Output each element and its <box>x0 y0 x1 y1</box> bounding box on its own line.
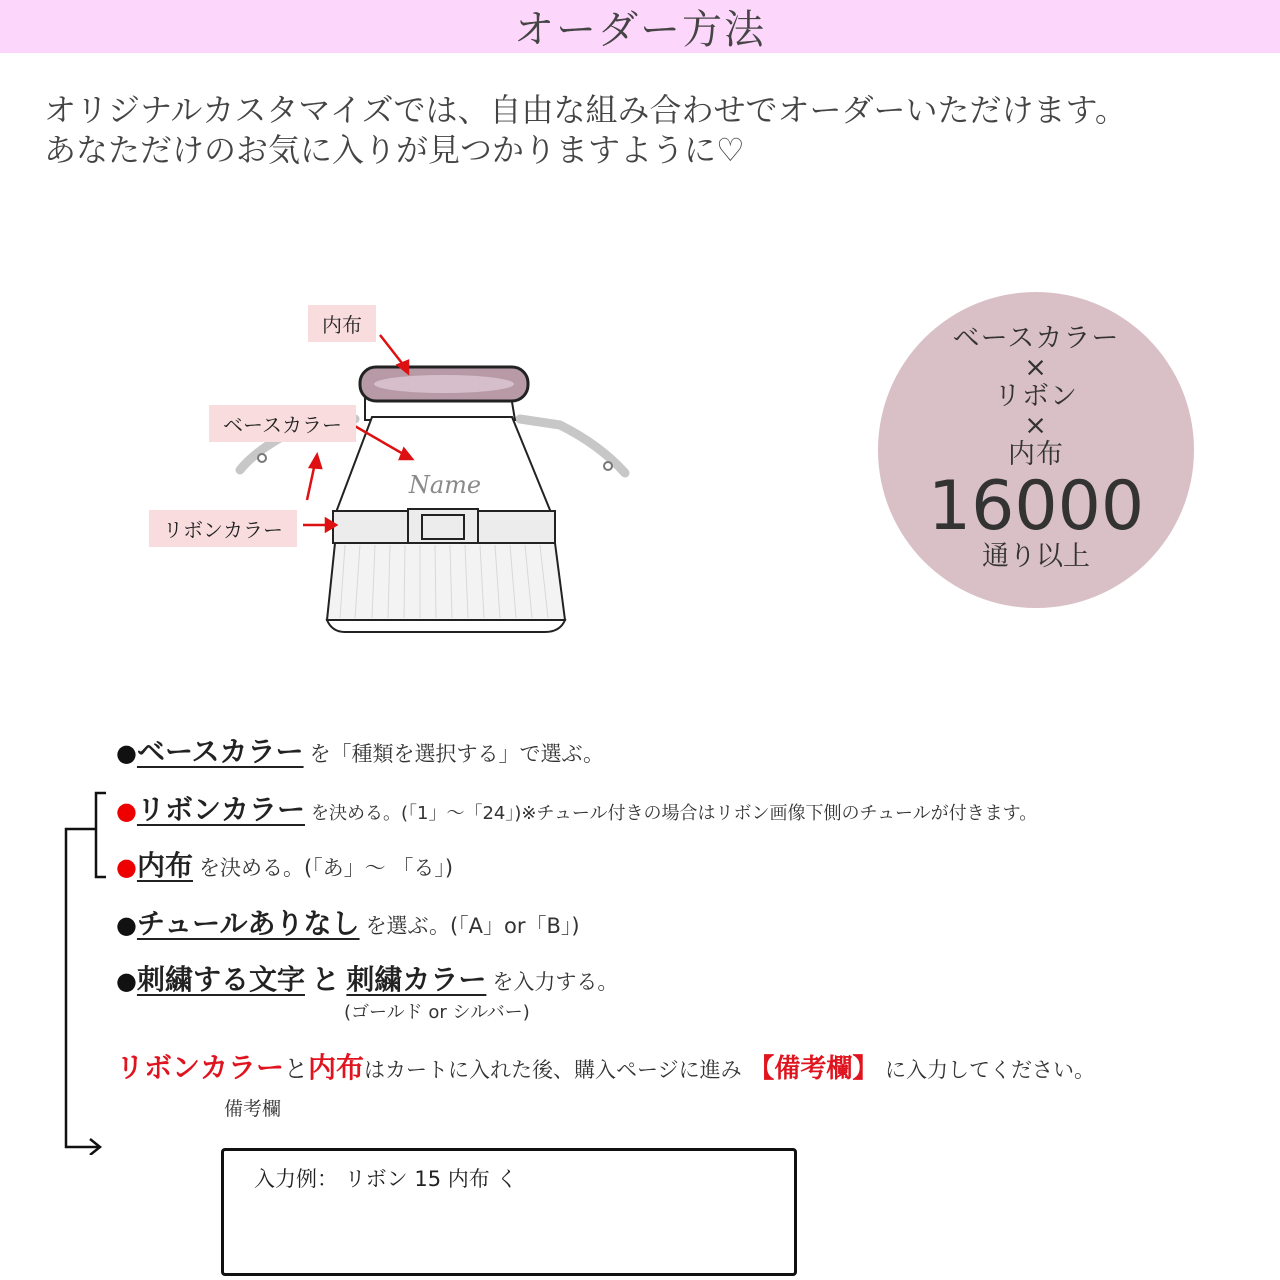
step-tulle <box>116 902 580 942</box>
memo-tail: に入力してください。 <box>885 1058 1096 1082</box>
embroidery-name: Name <box>408 471 482 499</box>
intro-text <box>44 90 1274 170</box>
memo-instruction <box>116 1046 1095 1086</box>
badge-count: 16000 <box>927 467 1145 546</box>
memo-inner: 内布 <box>308 1051 365 1084</box>
right-cord-stopper <box>604 462 612 470</box>
step-base-color <box>116 730 604 770</box>
bag-body <box>335 417 552 515</box>
memo-ribbon: リボンカラー <box>116 1051 285 1084</box>
step-desc: を入力する。 <box>492 970 619 994</box>
badge-suffix: 通り以上 <box>982 541 1090 572</box>
bag-diagram <box>140 295 660 649</box>
memo-example-box <box>221 1148 797 1276</box>
step-key-color: 刺繍カラー <box>346 963 487 996</box>
badge-times-2: × <box>1024 410 1048 441</box>
callout-ribbon-color: リボンカラー <box>149 510 297 547</box>
step-key: 内布 <box>136 849 193 882</box>
bullet: ● <box>116 911 137 939</box>
memo-field-name: 【備考欄】 <box>748 1054 879 1084</box>
callout-base-color: ベースカラー <box>209 405 356 442</box>
bullet: ● <box>116 967 137 995</box>
step-inner-fabric <box>116 844 453 884</box>
memo-middle: はカートに入れた後、購入ページに進み <box>364 1058 742 1082</box>
memo-label: 備考欄 <box>224 1098 282 1120</box>
badge-line-inner: 内布 <box>1008 439 1064 470</box>
step-key-text: 刺繍する文字 <box>136 963 305 996</box>
bag-illustration <box>140 295 660 645</box>
callout-inner-fabric: 内布 <box>308 305 376 342</box>
combination-badge <box>878 292 1194 608</box>
badge-line-ribbon: リボン <box>994 381 1078 412</box>
bullet: ● <box>116 739 137 767</box>
step-ribbon-color <box>116 788 1037 828</box>
intro-line-1: オリジナルカスタマイズでは、自由な組み合わせでオーダーいただけます。 <box>44 91 1127 129</box>
bullet-red: ● <box>116 853 137 881</box>
step-desc: を決める。(「1」～「24」)※チュール付きの場合はリボン画像下側のチュールが付きます。 <box>310 803 1038 824</box>
step-and: と <box>311 963 340 996</box>
badge-line-base: ベースカラー <box>952 323 1120 354</box>
badge-times-1: × <box>1024 352 1048 383</box>
page-title: オーダー方法 <box>514 7 766 53</box>
step-desc: を決める。(「あ」～ 「る」) <box>198 856 454 880</box>
step-desc: を「種類を選択する」で選ぶ。 <box>309 742 604 766</box>
memo-example-text: 入力例： リボン 15 内布 く <box>254 1167 518 1191</box>
bracket-arrow <box>58 785 118 1155</box>
tulle <box>327 543 565 620</box>
left-cord-stopper <box>258 454 266 462</box>
intro-line-2: あなただけのお気に入りが見つかりますように♡ <box>44 131 745 169</box>
step-key: リボンカラー <box>136 793 305 826</box>
bag-base <box>327 620 565 632</box>
title-bar <box>0 0 1280 53</box>
memo-and: と <box>284 1055 309 1083</box>
embroidery-color-note: (ゴールド or シルバー) <box>344 1002 530 1023</box>
step-embroidery <box>116 958 618 998</box>
step-desc: を選ぶ。(「A」or「B」) <box>365 914 580 938</box>
step-key: ベースカラー <box>136 735 304 768</box>
bullet-red: ● <box>116 797 137 825</box>
step-key: チュールありなし <box>136 907 360 940</box>
